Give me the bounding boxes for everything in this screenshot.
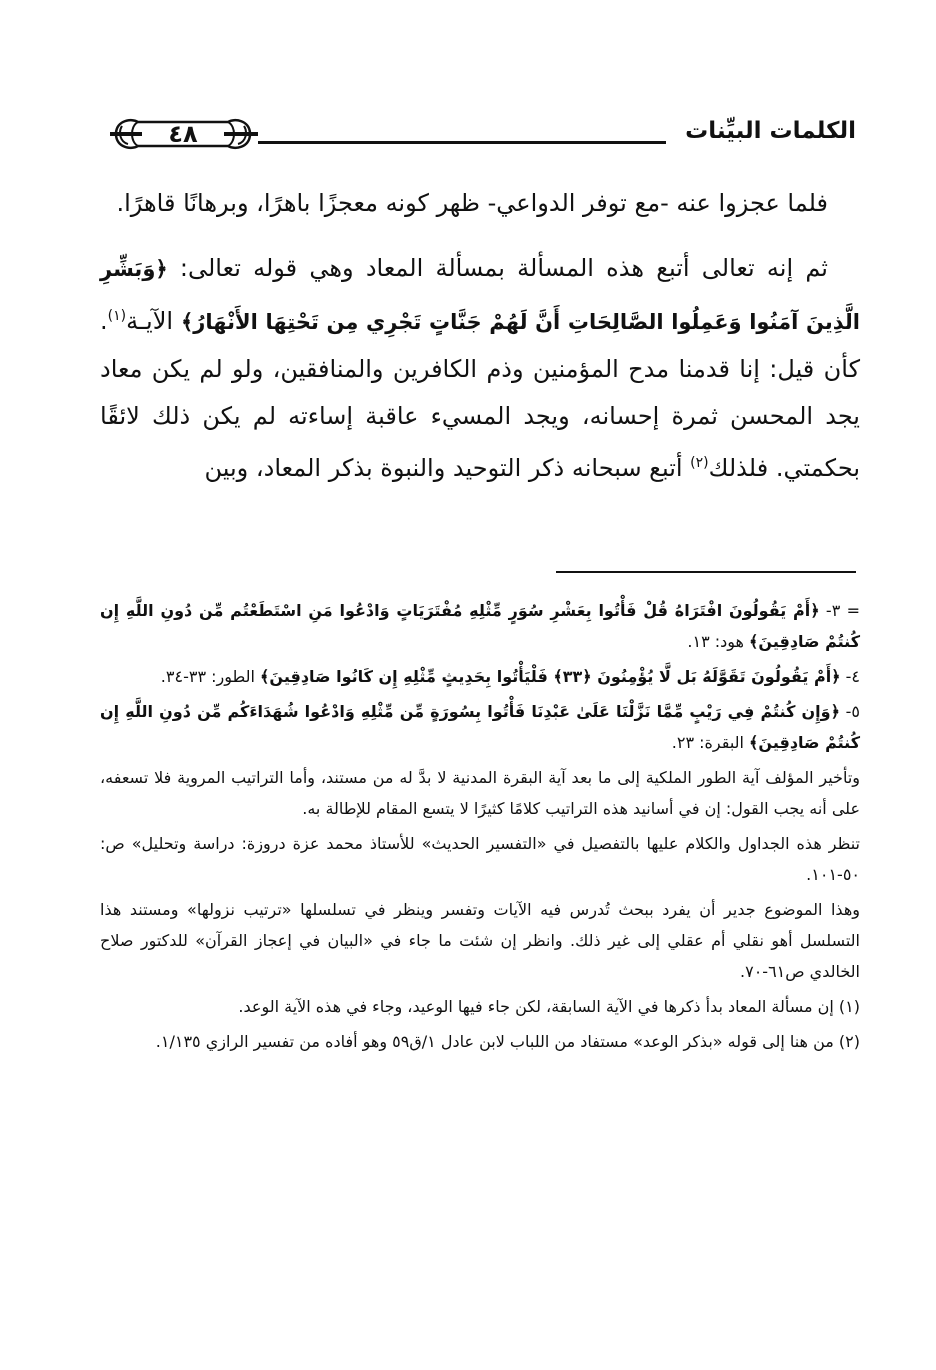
paragraph-2-intro: ثم إنه تعالى أتبع هذه المسألة بمسألة المعاد وهي قوله تعالى: — [167, 254, 828, 282]
footnote-3-ref: هود: ١٣. — [687, 632, 750, 651]
header-rule — [258, 141, 666, 144]
footnote-1: (١) إن مسألة المعاد بدأ ذكرها في الآية السابقة، لكن جاء فيها الوعيد، وجاء في هذه الآية الوعد. — [238, 997, 860, 1016]
footnote-4-verse: ﴿أَمْ يَقُولُونَ تَقَوَّلَهُ بَل لَّا يُؤْمِنُونَ ﴿٣٣﴾ فَلْيَأْتُوا بِحَدِيثٍ مِّثْلِهِ إِن كَانُوا صَادِقِينَ﴾ — [260, 667, 841, 686]
paragraph-2-body: . كأن قيل: إنا قدمنا مدح المؤمنين وذم الكافرين والمنافقين، ولو لم يكن معاد يجد المحسن ثمرة إحسانه، ويجد المسيء عاقبة إساءته لم يكن ذلك لائقًا بحكمتي. فلذلك — [100, 307, 860, 482]
footnote-note-b: تنظر هذه الجداول والكلام عليها بالتفصيل في «التفسير الحديث» للأستاذ محمد عزة دروزة: دراسة وتحليل» ص: ٥٠-١٠١. — [100, 834, 860, 884]
footnote-note-a: وتأخير المؤلف آية الطور الملكية إلى ما بعد آية البقرة المدنية لا بدَّ له من مستند، وأما التراتيب المروية فلا تسعفه، على أنه يجب القول: إن في أسانيد هذه التراتيب كلامًا كثيرًا لا يتسع المقام للإطالة به. — [100, 768, 860, 818]
footnote-5 — [100, 696, 860, 758]
footnote-5-prefix: ٥- — [839, 702, 860, 721]
footnote-2: (٢) من هنا إلى قوله «بذكر الوعد» مستفاد من اللباب لابن عادل ١/ق٥٩ وهو أفاده من تفسير الرازي ١/١٣٥. — [155, 1032, 860, 1051]
footnote-note-c: وهذا الموضوع جدير أن يفرد ببحث تُدرس فيه الآيات وتفسر وينظر في تسلسلها «ترتيب نزولها» ومستند هذا التسلسل أهو نقلي أم عقلي إلى غير ذلك. وانظر إن شئت ما جاء في «البيان في إعجاز القرآن» للدكتور صلاح الخالدي ص٦١-٧٠. — [100, 900, 860, 981]
paragraph-2 — [100, 245, 860, 492]
book-title: الكلمات البيِّنات — [685, 118, 856, 144]
paragraph-2-end: أتبع سبحانه ذكر التوحيد والنبوة بذكر المعاد، وبين — [204, 454, 691, 482]
footnote-5-verse: ﴿وَإِن كُنتُمْ فِي رَيْبٍ مِّمَّا نَزَّلْنَا عَلَىٰ عَبْدِنَا فَأْتُوا بِسُورَةٍ مِّن مِّثْلِهِ وَادْعُوا شُهَدَاءَكُم مِّن دُونِ اللَّهِ إِن كُنتُمْ صَادِقِينَ﴾ — [100, 702, 860, 752]
page-number-badge — [108, 112, 258, 156]
footnotes — [100, 595, 860, 1061]
page-header — [108, 112, 856, 162]
footnote-5-ref: البقرة: ٢٣. — [671, 733, 750, 752]
paragraph-1: فلما عجزوا عنه -مع توفر الدواعي- ظهر كونه معجزًا باهرًا، وبرهانًا قاهرًا. — [116, 189, 828, 217]
footnote-4-prefix: ٤- — [840, 667, 860, 686]
footnote-4-ref: الطور: ٣٣-٣٤. — [160, 667, 261, 686]
footnote-ref-1: (١) — [107, 308, 127, 324]
page-number: ٤٨ — [168, 120, 198, 148]
quran-verse: ﴿وَبَشِّرِ الَّذِينَ آمَنُوا وَعَمِلُوا الصَّالِحَاتِ أَنَّ لَهُمْ جَنَّاتٍ تَجْرِي مِن تَحْتِهَا الأَنْهَارُ﴾ — [100, 257, 861, 334]
footnote-separator — [556, 571, 856, 573]
main-text — [100, 180, 860, 492]
footnote-3-prefix: = ٣- — [819, 601, 861, 620]
footnote-3-verse: ﴿أَمْ يَقُولُونَ افْتَرَاهُ قُلْ فَأْتُوا بِعَشْرِ سُوَرٍ مِّثْلِهِ مُفْتَرَيَاتٍ وَادْعُوا مَنِ اسْتَطَعْتُم مِّن دُونِ اللَّهِ إِن كُنتُمْ صَادِقِينَ﴾ — [100, 601, 860, 651]
verse-label: الآيـة — [126, 307, 181, 335]
footnote-4 — [100, 661, 860, 692]
footnote-ref-2: (٢) — [690, 455, 709, 471]
footnote-3 — [100, 595, 860, 657]
